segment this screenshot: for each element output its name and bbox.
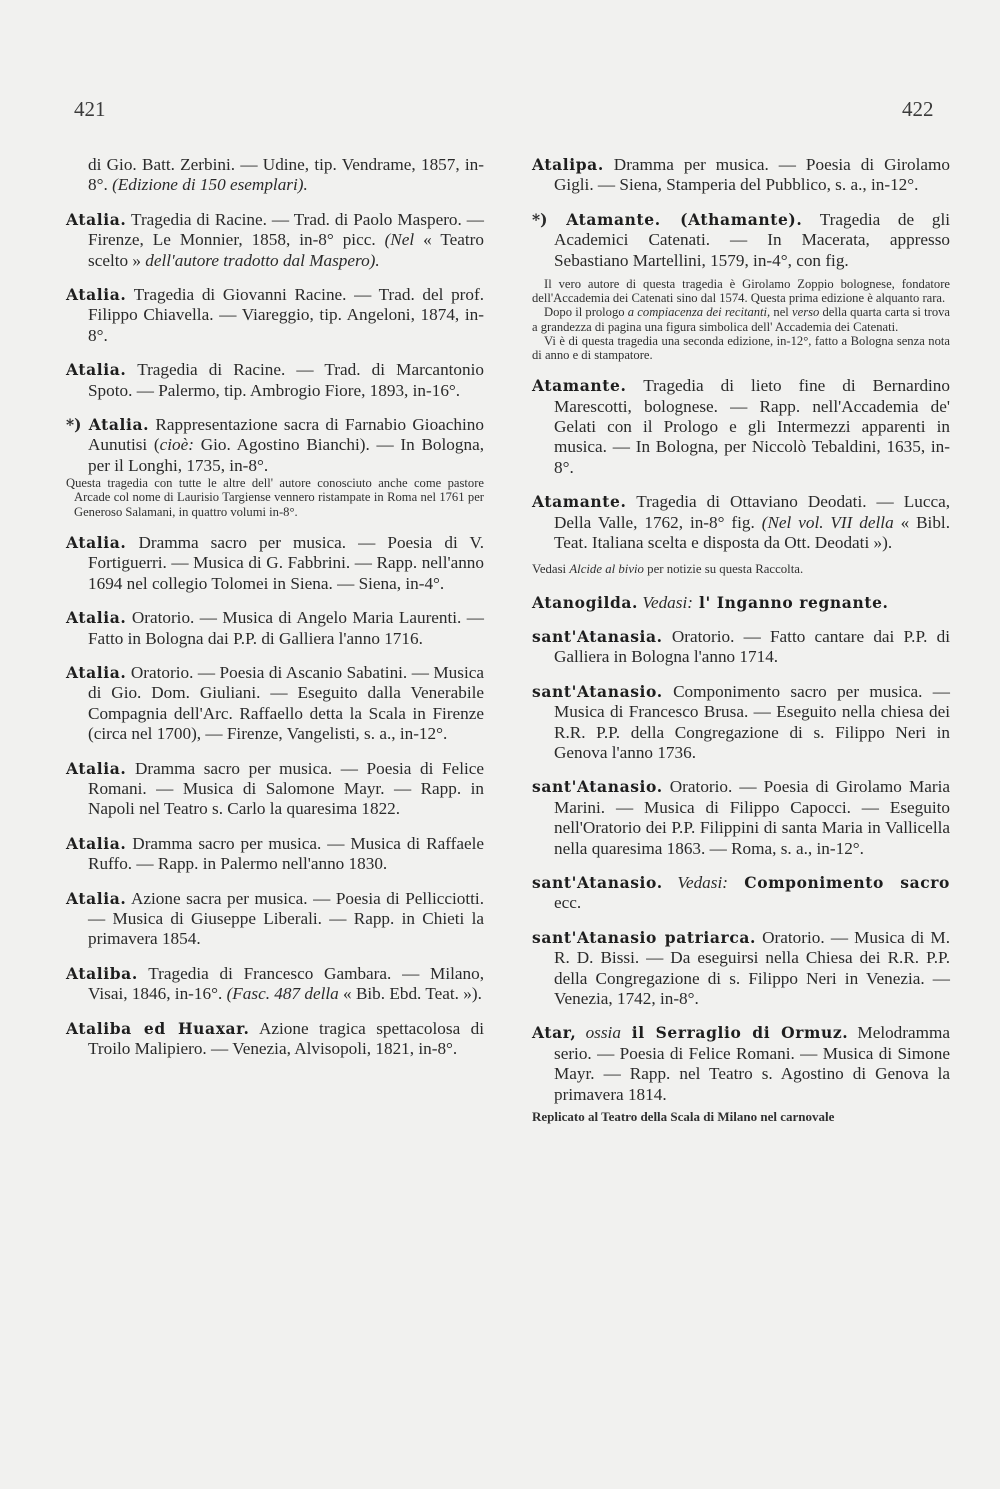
entry-atalia-ruffo (66, 834, 484, 875)
entry-text: Azione sacra per musica. — Poesia di Pellicciotti. — Musica di Giuseppe Liberali. — Rapp. in Chieti la primavera 1854. (88, 888, 484, 949)
entry-atamante-deodati (532, 492, 950, 553)
entry-text: « Bib. Ebd. Teat. »). (338, 984, 482, 1004)
headword: Atalia. (66, 662, 127, 682)
note-text-part: della quarta carta si trova a grandezza di pagina una figura simbolica dell' Accademia dei Catenati. (532, 305, 951, 334)
note-text: Il vero autore di questa tragedia è Girolamo Zoppio bolognese, fondatore dell'Accademia dei Catenati sino dal 1574. Questa prima edizione è alquanto rara. (532, 277, 950, 306)
entry-text: Gio. Agostino Bianchi). — In Bologna, per il Longhi, 1735, in-8°. (88, 435, 484, 475)
headword: Atalia. (66, 285, 127, 305)
star-marker: *) (66, 415, 89, 435)
headword: Atalia. (88, 415, 150, 435)
headword: sant'Atanasia. (532, 626, 663, 646)
entry-text: Oratorio. — Poesia di Girolamo Maria Marini. — Musica di Filippo Capocci. — Eseguito nell'Oratorio dei P.P. Filippini di santa Maria in Vallicella nella quaresima 1863. — Roma, s. a., in-12°. (554, 777, 950, 858)
entry-italic: (Nel (384, 230, 415, 250)
entry-text: Oratorio. — Poesia di Ascanio Sabatini. — Musica di Gio. Dom. Giuliani. — Eseguito dalla Venerabile Compagnia dell'Arc. Raffaello detta la Scala in Firenze (circa nel 1700), — Firenze, Vangelisti, s. a., in-12°. (88, 662, 484, 744)
entry-italic: (Fasc. 487 della (226, 984, 339, 1004)
entry-santatanasia (532, 627, 950, 668)
entry-text: Tragedia di Giovanni Racine. — Trad. del prof. Filippo Chiavella. — Viareggio, tip. Angeloni, 1874, in-8°. (88, 285, 484, 345)
entry-text: ecc. (554, 893, 582, 913)
entry-italic: Vedasi: (638, 592, 693, 612)
entry-atalia-sabatini (66, 663, 484, 745)
entry-atanogilda (532, 593, 950, 613)
headword: Atalia. (66, 758, 127, 778)
entry-italic: dell'autore tradotto dal Maspero). (145, 250, 380, 270)
entry-atar (532, 1023, 950, 1105)
entry-text: Oratorio. — Musica di M. R. D. Bissi. — Da eseguirsi nella Chiesa dei R.R. P.P. della Congregazione di s. Filippo Neri in Venezia. — Venezia, 1742, in-8°. (554, 927, 950, 1008)
entry-italic: ossia (576, 1023, 621, 1043)
entry-atalia-maspero (66, 210, 484, 271)
entry-note (532, 277, 950, 362)
entry-note (66, 476, 484, 519)
note-text-part: Vedasi (532, 561, 570, 576)
entry-atamante-marescotti (532, 376, 950, 478)
headword: Atalia. (66, 532, 127, 552)
entry-text: « Teatro scelto » (88, 230, 484, 270)
entry-note: Replicato al Teatro della Scala di Milano nel carnovale (532, 1109, 835, 1125)
entry-atalia-spoto (66, 360, 484, 401)
entry-text: Rappresentazione sacra di Farnabio Gioachino Aunutisi ( (88, 415, 484, 455)
entry-text: Oratorio. — Musica di Angelo Maria Laurenti. — Fatto in Bologna dai P.P. di Galliera l'anno 1716. (88, 608, 484, 648)
entry-text: Componimento sacro per musica. — Musica di Francesco Brusa. — Eseguito nella chiesa dei R.R. P.P. della Congregazione di s. Filippo Neri in Genova l'anno 1736. (554, 681, 950, 762)
headword: Atamante. (532, 492, 627, 512)
note-text: Vi è di questa tragedia una seconda edizione, in-12°, fatto a Bologna senza nota di anno e di stampatore. (532, 333, 950, 363)
note-text-part: per notizie su questa Raccolta. (643, 561, 804, 576)
entry-atalia-romani (66, 759, 484, 820)
entry-note (532, 562, 950, 577)
headword: Atalia. (66, 360, 127, 380)
entry-italic: (Nel vol. VII della (761, 512, 894, 532)
entry-text: Oratorio. — Fatto cantare dai P.P. di Galliera in Bologna l'anno 1714. (554, 626, 950, 667)
headword: Atalipa. (532, 155, 604, 174)
star-marker: *) (532, 209, 567, 229)
entry-text: Dramma sacro per musica. — Poesia di V. Fortiguerri. — Musica di G. Fabbrini. — Rapp. nell'anno 1694 nel collegio Tolomei in Siena. — Siena, in-4°. (88, 532, 484, 593)
entry-text: « Bibl. Teat. Italiana scelta e disposta da Ott. Deodati »). (554, 512, 951, 553)
entry-text: Dramma sacro per musica. — Musica di Raffaele Ruffo. — Rapp. in Palermo nell'anno 1830. (88, 833, 484, 874)
entry-ataliba-gambara (66, 964, 484, 1005)
entry-santatanasio-brusa (532, 682, 950, 764)
entry-santatanasio-marini (532, 777, 950, 859)
headword: Atamante. (Athamante). (566, 209, 803, 229)
headword-ref: il Serraglio di Ormuz. (620, 1023, 849, 1043)
entry-atalipa (532, 155, 950, 196)
headword: Atanogilda. (532, 592, 639, 612)
entry-text: Azione tragica spettacolosa di Troilo Malipiero. — Venezia, Alvisopoli, 1821, in-8°. (88, 1018, 484, 1059)
headword: Atalia. (66, 833, 127, 853)
headword: Atamante. (532, 376, 627, 396)
headword-ref: l' Inganno regnante. (692, 592, 889, 612)
entry-santatanasio-patriarca (532, 928, 950, 1010)
headword: Ataliba. (66, 963, 138, 983)
entry-atalia-chiavella (66, 285, 484, 346)
headword: sant'Atanasio. (532, 777, 663, 797)
entry-atalia-laurenti (66, 608, 484, 649)
headword-ref: Componimento sacro (727, 872, 950, 892)
note-text-part: Dopo il prologo (544, 305, 628, 320)
entry-atalia-liberali (66, 889, 484, 950)
headword: Atar, (532, 1023, 577, 1043)
entry-italic: (Edizione di 150 esemplari). (112, 175, 308, 195)
entry-italic: cioè: (159, 435, 195, 455)
entry-text: Tragedia di Francesco Gambara. — Milano, Visai, 1846, in-16°. (88, 963, 484, 1004)
headword: sant'Atanasio. (532, 872, 663, 892)
entry-santatanasio-ref (532, 873, 950, 914)
entry-text: Tragedia di lieto fine di Bernardino Marescotti, bolognese. — Rapp. nell'Accademia de' Gelati con il Prologo e gli Intermezzi apparenti in musica. — In Bologna, per Niccolò Tebaldini, 1635, in-8°. (554, 376, 950, 477)
entry-text: Tragedia di Ottaviano Deodati. — Lucca, Della Valle, 1762, in-8° fig. (554, 492, 950, 532)
note-text-part: nel (770, 305, 793, 320)
entry-text: Tragedia di Racine. — Trad. di Marcantonio Spoto. — Palermo, tip. Ambrogio Fiore, 1893, in-16°. (88, 360, 484, 400)
entry-atalia-fortiguerri (66, 533, 484, 594)
entry-atalia-bianchi (66, 415, 484, 476)
entry-text: Melodramma serio. — Poesia di Felice Romani. — Musica di Simone Mayr. — Rapp. nel Teatro s. Agostino di Genova la primavera 1814. (554, 1023, 950, 1104)
headword: Atalia. (66, 888, 127, 908)
headword: Atalia. (66, 608, 127, 628)
entry-text: Tragedia de gli Academici Catenati. — In Macerata, appresso Sebastiano Martellini, 1579, in-4°, con fig. (554, 209, 950, 270)
headword: sant'Atanasio. (532, 681, 663, 701)
note-italic: verso (792, 305, 820, 320)
left-column (66, 155, 484, 1073)
entry-text: Dramma per musica. — Poesia di Girolamo Gigli. — Siena, Stamperia del Pubblico, s. a., in-12°. (554, 155, 950, 195)
note-text (532, 305, 950, 333)
note-italic: a compiacenza dei recitanti, (627, 305, 771, 320)
entry-text: Dramma sacro per musica. — Poesia di Felice Romani. — Musica di Salomone Mayr. — Rapp. in Napoli nel Teatro s. Carlo la quaresima 1822. (88, 758, 484, 819)
entry-ataliba-huaxar (66, 1019, 484, 1060)
note-italic: Alcide al bivio (569, 561, 644, 576)
entry-text: Tragedia di Racine. — Trad. di Paolo Maspero. — Firenze, Le Monnier, 1858, in-8° picc. (88, 209, 484, 250)
note-text: Questa tragedia con tutte le altre dell' autore conosciuto anche come pastore Arcade col nome di Laurisio Targiense vennero ristampate in Roma nel 1761 per Generoso Salamani, in quattro volumi in-8°. (66, 476, 484, 519)
headword: Ataliba ed Huaxar. (66, 1018, 250, 1038)
headword: Atalia. (66, 209, 127, 229)
entry-text: di Gio. Batt. Zerbini. — Udine, tip. Vendrame, 1857, in-8°. (88, 155, 484, 195)
page-number-left: 421 (74, 97, 106, 121)
headword: sant'Atanasio patriarca. (532, 927, 756, 947)
entry-italic: Vedasi: (662, 872, 728, 892)
entry-atamante-catenati (532, 210, 950, 271)
right-column (532, 155, 950, 1124)
entry-continuation (44, 155, 484, 196)
page-number-right: 422 (902, 97, 934, 121)
